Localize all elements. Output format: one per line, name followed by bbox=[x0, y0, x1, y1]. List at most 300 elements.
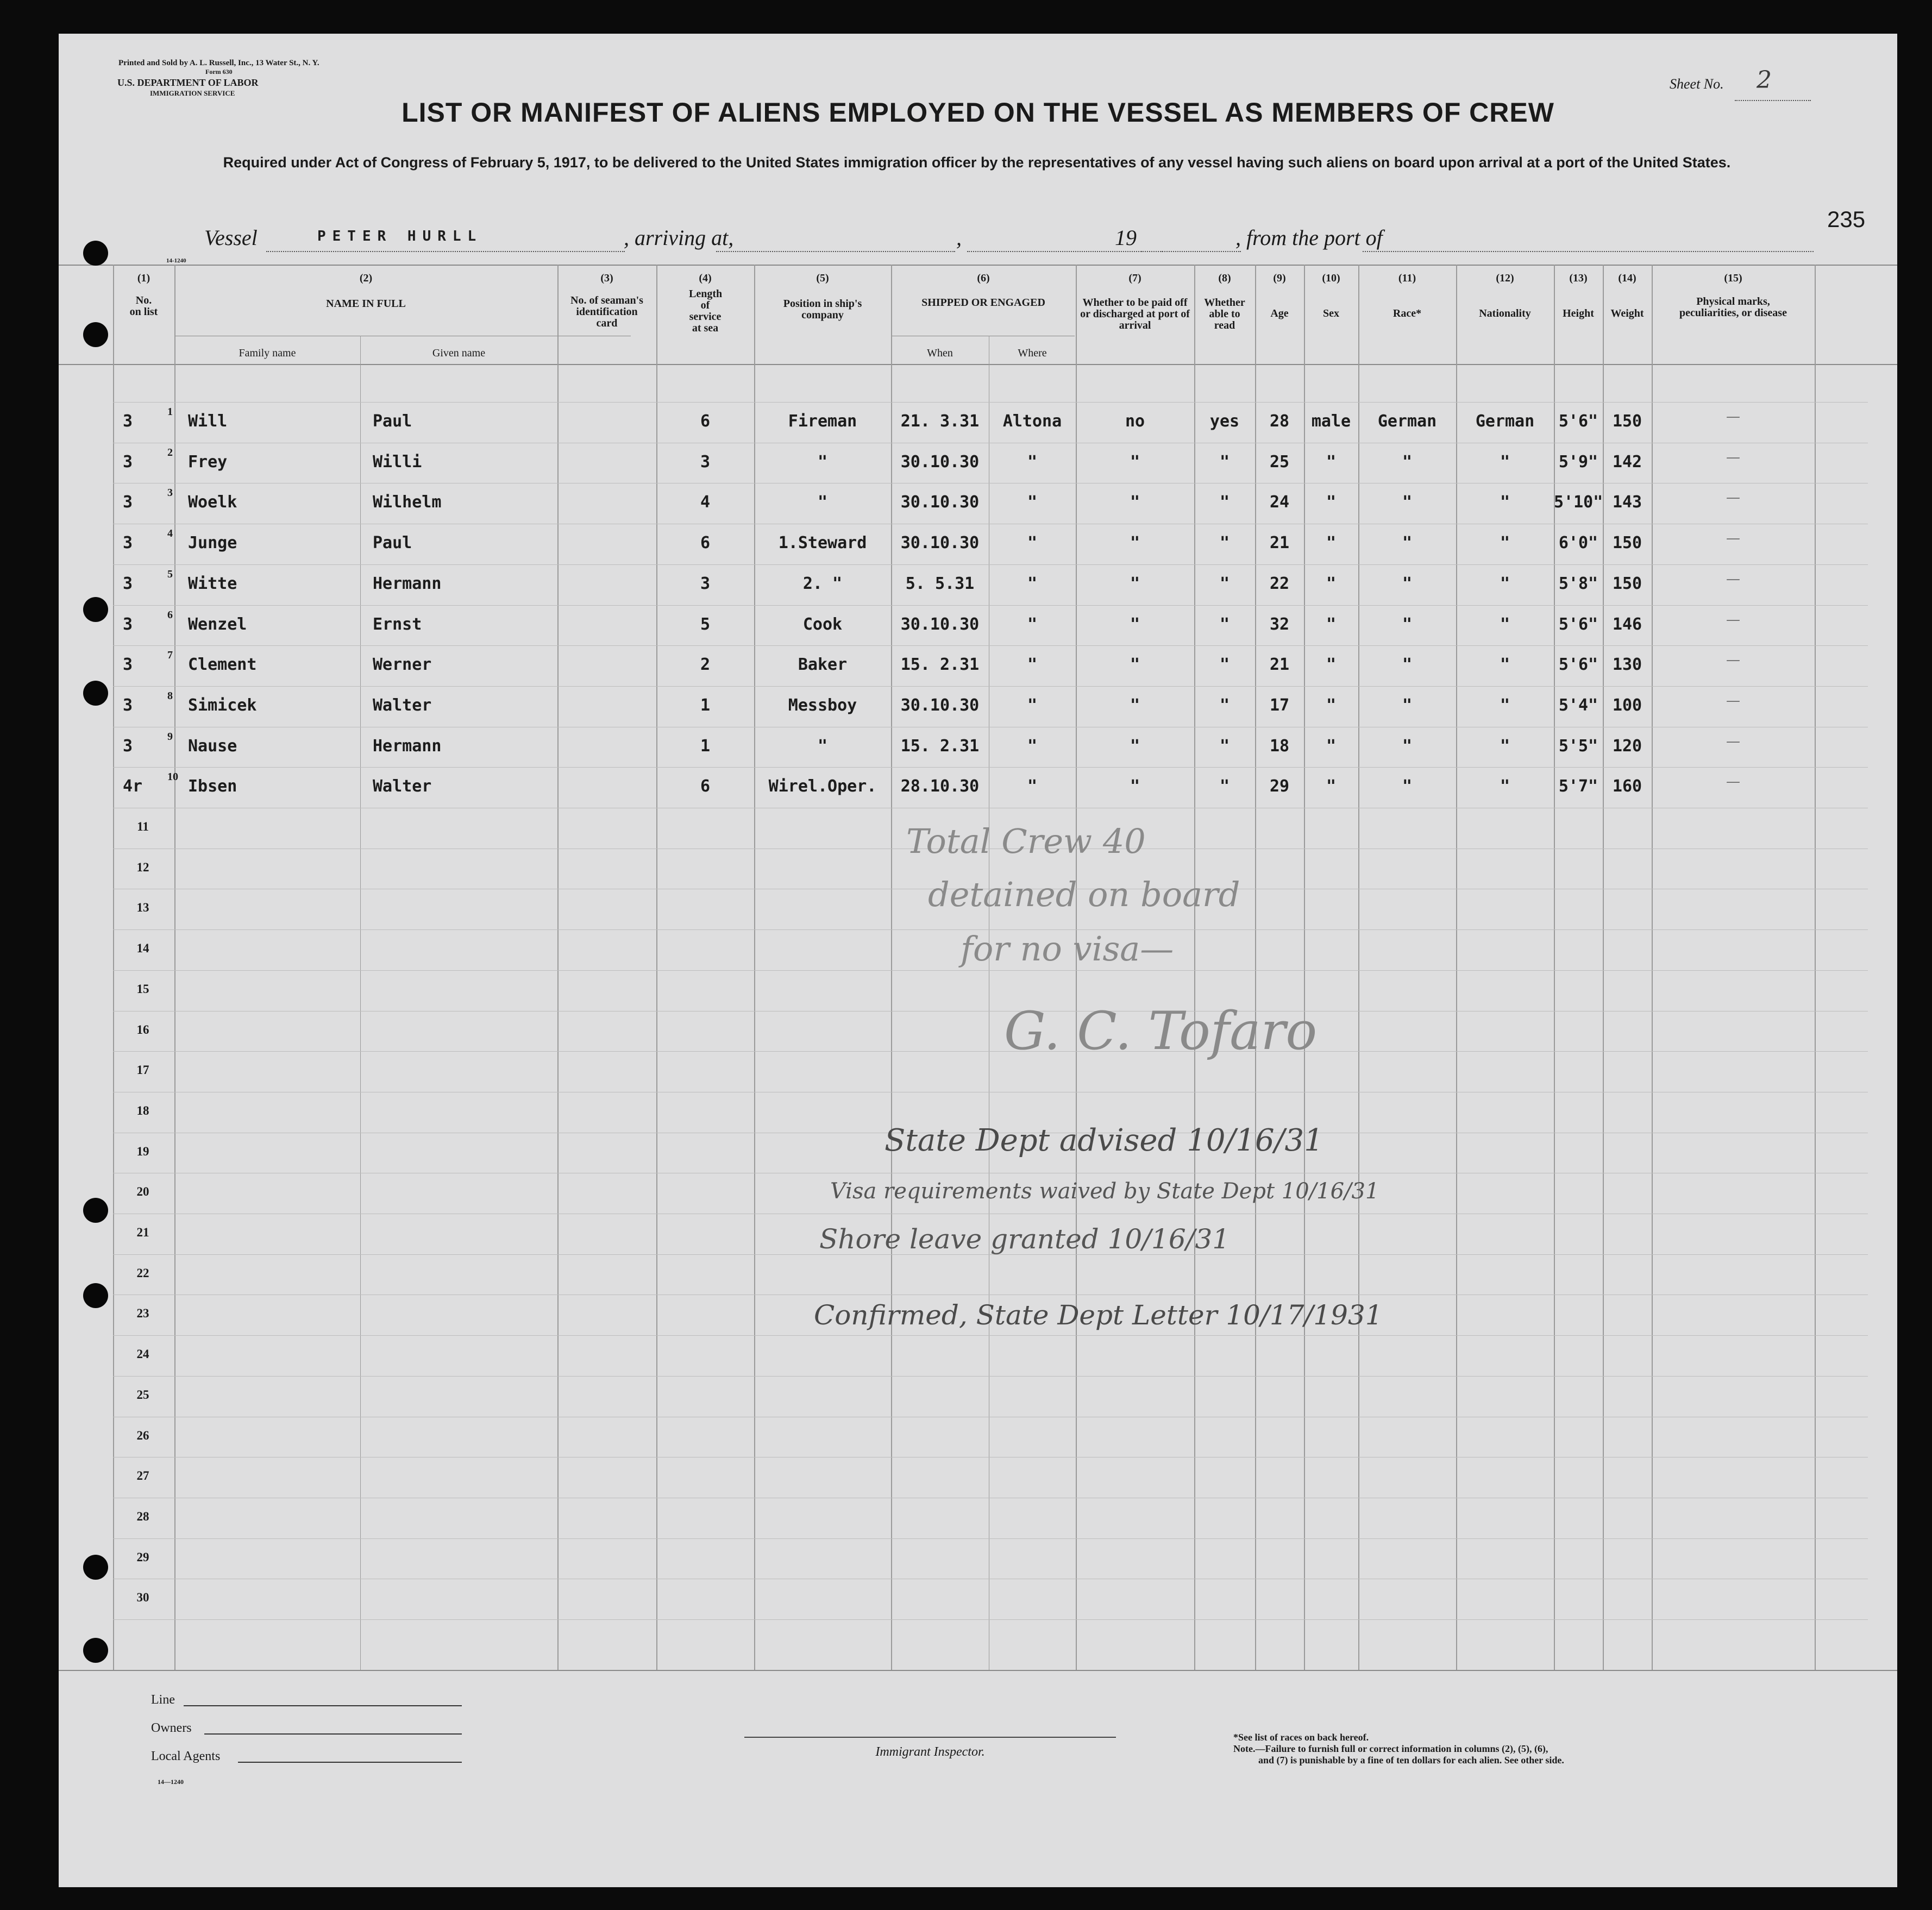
form-number: Form 630 bbox=[205, 68, 233, 76]
row-number: 17 bbox=[136, 1063, 149, 1077]
col-border bbox=[174, 265, 175, 1670]
position: " bbox=[817, 493, 828, 512]
row-number: 18 bbox=[136, 1103, 149, 1117]
sex: " bbox=[1326, 493, 1337, 512]
col-label: Weight bbox=[1610, 307, 1644, 319]
col-number: (15) bbox=[1724, 272, 1742, 284]
able-to-read: yes bbox=[1209, 412, 1240, 431]
height: 5'10" bbox=[1554, 493, 1603, 512]
family-name: Woelk bbox=[188, 493, 237, 512]
age: 24 bbox=[1269, 493, 1290, 512]
footer-owners-rule bbox=[204, 1733, 462, 1735]
sex: " bbox=[1326, 655, 1337, 675]
row-number: 21 bbox=[136, 1226, 149, 1239]
shipped-when: 15. 2.31 bbox=[900, 736, 980, 756]
list-prefix: 3 bbox=[123, 695, 133, 715]
family-name-header: Family name bbox=[239, 347, 296, 359]
physical-marks: — bbox=[1726, 409, 1740, 425]
shipped-where: " bbox=[1027, 695, 1038, 715]
height: 5'7" bbox=[1558, 777, 1598, 796]
row-number: 14 bbox=[136, 941, 149, 956]
weight: 160 bbox=[1612, 777, 1642, 796]
paid-off: " bbox=[1130, 614, 1140, 634]
row-rule bbox=[113, 564, 1868, 565]
age: 21 bbox=[1269, 533, 1290, 553]
given-name: Wilhelm bbox=[373, 493, 442, 512]
able-to-read: " bbox=[1219, 655, 1230, 675]
position: " bbox=[817, 452, 828, 472]
footer-line-label: Line bbox=[151, 1693, 175, 1707]
shipped-when: 30.10.30 bbox=[900, 614, 980, 634]
col6-header bbox=[891, 273, 1076, 309]
col-number: (12) bbox=[1496, 272, 1514, 284]
service-length: 5 bbox=[700, 614, 711, 634]
col-border bbox=[557, 265, 559, 1670]
nationality: " bbox=[1500, 614, 1510, 634]
sex: " bbox=[1326, 777, 1337, 796]
physical-marks: — bbox=[1726, 489, 1740, 506]
row-number: 19 bbox=[136, 1144, 149, 1158]
height: 5'6" bbox=[1558, 655, 1598, 675]
family-name: Frey bbox=[188, 452, 228, 472]
col4-header bbox=[656, 273, 754, 334]
list-number: 3 bbox=[167, 487, 173, 499]
shipped-when: 5. 5.31 bbox=[905, 574, 975, 593]
paid-off: " bbox=[1130, 736, 1140, 756]
col-border bbox=[1554, 265, 1555, 1670]
position: 2. " bbox=[802, 574, 843, 593]
row-rule bbox=[113, 686, 1868, 687]
nationality: " bbox=[1500, 574, 1510, 593]
col-label: Height bbox=[1563, 307, 1594, 319]
service-length: 3 bbox=[700, 452, 711, 472]
col-label: Length of service at sea bbox=[689, 288, 723, 334]
table-bottom-border bbox=[59, 1670, 1897, 1671]
row-number: 12 bbox=[136, 860, 149, 874]
table-top-border bbox=[59, 265, 1897, 266]
shipped-where: " bbox=[1027, 655, 1038, 675]
footer-agents-rule bbox=[238, 1762, 462, 1763]
nationality: " bbox=[1500, 777, 1510, 796]
col-label: Race* bbox=[1392, 307, 1422, 319]
sheet-number: 2 bbox=[1757, 66, 1772, 94]
penalty-note-line1: Note.—Failure to furnish full or correct information in columns (2), (5), (6), bbox=[1233, 1743, 1548, 1754]
note-detained: detained on board bbox=[928, 875, 1240, 914]
sheet-label: Sheet No. bbox=[1670, 76, 1724, 92]
inspector-signature: G. C. Tofaro bbox=[1004, 1001, 1318, 1061]
shipped-where: " bbox=[1027, 574, 1038, 593]
col3-header bbox=[557, 273, 656, 329]
row-number: 16 bbox=[136, 1022, 149, 1036]
race: " bbox=[1402, 574, 1413, 593]
position: Baker bbox=[798, 655, 848, 675]
row-number: 27 bbox=[136, 1469, 149, 1483]
inspector-signature-line bbox=[744, 1737, 1116, 1738]
col-label: No. of seaman's identification card bbox=[570, 294, 643, 329]
col-label: No. on list bbox=[129, 294, 158, 318]
stamp-number: 235 bbox=[1827, 206, 1866, 232]
col7-header bbox=[1076, 273, 1194, 331]
list-prefix: 3 bbox=[123, 736, 133, 756]
physical-marks: — bbox=[1726, 611, 1740, 628]
penalty-note-line2: and (7) is punishable by a fine of ten dollars for each alien. See other side. bbox=[1258, 1755, 1564, 1766]
service-length: 2 bbox=[700, 655, 711, 675]
col-border bbox=[1456, 265, 1457, 1670]
col-number: (6) bbox=[977, 272, 990, 284]
able-to-read: " bbox=[1219, 452, 1230, 472]
arriving-underline bbox=[716, 251, 955, 253]
col-number: (7) bbox=[1128, 272, 1141, 284]
list-number: 4 bbox=[167, 527, 173, 540]
col-label: Physical marks, peculiarities, or disease bbox=[1679, 296, 1787, 319]
paid-off: " bbox=[1130, 452, 1140, 472]
weight: 100 bbox=[1612, 695, 1642, 715]
where-header: Where bbox=[1018, 347, 1047, 359]
col-border bbox=[1304, 265, 1305, 1670]
position: 1.Steward bbox=[778, 533, 867, 553]
when-header: When bbox=[927, 347, 953, 359]
shipped-when: 15. 2.31 bbox=[900, 655, 980, 675]
col-number: (8) bbox=[1218, 272, 1231, 284]
physical-marks: — bbox=[1726, 449, 1740, 466]
height: 6'0" bbox=[1558, 533, 1598, 553]
form-code-bottom: 14—1240 bbox=[158, 1778, 184, 1786]
from-port-label: , from the port of bbox=[1235, 225, 1383, 250]
shipped-where: " bbox=[1027, 736, 1038, 756]
col15-header bbox=[1652, 273, 1815, 319]
binder-hole bbox=[83, 1555, 108, 1580]
dept-name: U.S. DEPARTMENT OF LABOR bbox=[117, 77, 259, 88]
race: " bbox=[1402, 452, 1413, 472]
list-prefix: 3 bbox=[123, 574, 133, 593]
weight: 142 bbox=[1612, 452, 1642, 472]
date-underline bbox=[967, 251, 1163, 253]
weight: 120 bbox=[1612, 736, 1642, 756]
col2-header bbox=[174, 273, 557, 310]
family-name: Wenzel bbox=[188, 614, 247, 634]
paid-off: " bbox=[1130, 493, 1140, 512]
height: 5'4" bbox=[1558, 695, 1598, 715]
col-label: Age bbox=[1270, 307, 1289, 319]
sex: " bbox=[1326, 614, 1337, 634]
col-number: (5) bbox=[816, 272, 829, 284]
year-prefix: 19 bbox=[1115, 225, 1137, 250]
age: 25 bbox=[1269, 452, 1290, 472]
col-number: (1) bbox=[137, 272, 150, 284]
height: 5'9" bbox=[1558, 452, 1598, 472]
able-to-read: " bbox=[1219, 736, 1230, 756]
col9-header bbox=[1255, 273, 1304, 319]
height: 5'8" bbox=[1558, 574, 1598, 593]
page-title: LIST OR MANIFEST OF ALIENS EMPLOYED ON THE VESSEL AS MEMBERS OF CREW bbox=[402, 97, 1554, 128]
age: 22 bbox=[1269, 574, 1290, 593]
col-border bbox=[754, 265, 755, 1670]
list-prefix: 3 bbox=[123, 655, 133, 675]
paid-off: " bbox=[1130, 574, 1140, 593]
col-number: (9) bbox=[1273, 272, 1286, 284]
race: " bbox=[1402, 493, 1413, 512]
col8-header bbox=[1194, 273, 1255, 331]
physical-marks: — bbox=[1726, 774, 1740, 790]
inspector-label: Immigrant Inspector. bbox=[875, 1745, 985, 1759]
list-prefix: 4r bbox=[123, 777, 143, 796]
service-length: 6 bbox=[700, 533, 711, 553]
col-border bbox=[1255, 265, 1256, 1670]
col-border bbox=[1358, 265, 1359, 1670]
list-prefix: 3 bbox=[123, 452, 133, 472]
footer-note bbox=[1233, 1732, 1564, 1766]
col-border bbox=[1603, 265, 1604, 1670]
row-rule bbox=[113, 1335, 1868, 1336]
shipped-when: 30.10.30 bbox=[900, 452, 980, 472]
family-name: Witte bbox=[188, 574, 237, 593]
col-label: NAME IN FULL bbox=[326, 298, 406, 310]
shipped-when: 28.10.30 bbox=[900, 777, 980, 796]
position: Wirel.Oper. bbox=[768, 777, 877, 796]
family-name: Nause bbox=[188, 736, 237, 756]
row-number: 30 bbox=[136, 1591, 149, 1605]
row-rule bbox=[113, 402, 1868, 403]
race: " bbox=[1402, 614, 1413, 634]
printer-imprint: Printed and Sold by A. L. Russell, Inc., 13 Water St., N. Y. bbox=[118, 59, 319, 67]
race: German bbox=[1377, 412, 1437, 431]
position: Cook bbox=[802, 614, 843, 634]
row-rule bbox=[113, 1376, 1868, 1377]
family-name: Clement bbox=[188, 655, 257, 675]
col-number: (4) bbox=[699, 272, 712, 284]
list-prefix: 3 bbox=[123, 614, 133, 634]
list-number: 2 bbox=[167, 446, 173, 458]
col-border bbox=[113, 265, 114, 1670]
binder-hole bbox=[83, 241, 108, 266]
given-name: Paul bbox=[373, 533, 412, 553]
row-rule bbox=[113, 1538, 1868, 1539]
physical-marks: — bbox=[1726, 652, 1740, 669]
nationality: " bbox=[1500, 695, 1510, 715]
shipped-where: " bbox=[1027, 493, 1038, 512]
family-name: Ibsen bbox=[188, 777, 237, 796]
list-number: 8 bbox=[167, 689, 173, 702]
list-prefix: 3 bbox=[123, 412, 133, 431]
physical-marks: — bbox=[1726, 530, 1740, 547]
service-length: 1 bbox=[700, 695, 711, 715]
shipped-when: 21. 3.31 bbox=[900, 412, 980, 431]
race-note: *See list of races on back hereof. bbox=[1233, 1732, 1369, 1743]
col-number: (2) bbox=[359, 272, 373, 284]
weight: 150 bbox=[1612, 412, 1642, 431]
col14-header bbox=[1603, 273, 1652, 319]
physical-marks: — bbox=[1726, 692, 1740, 709]
weight: 150 bbox=[1612, 574, 1642, 593]
shipped-where: Altona bbox=[1002, 412, 1062, 431]
col5-header bbox=[754, 273, 891, 321]
col-label: Whether able to read bbox=[1204, 297, 1245, 331]
col-label: Nationality bbox=[1479, 307, 1531, 319]
race: " bbox=[1402, 695, 1413, 715]
service-length: 3 bbox=[700, 574, 711, 593]
list-number: 1 bbox=[167, 406, 173, 418]
given-name: Werner bbox=[373, 655, 432, 675]
col-border bbox=[656, 265, 657, 1670]
physical-marks: — bbox=[1726, 570, 1740, 587]
physical-marks: — bbox=[1726, 733, 1740, 750]
sex: " bbox=[1326, 452, 1337, 472]
age: 29 bbox=[1269, 777, 1290, 796]
header-bottom-border bbox=[59, 364, 1897, 365]
sex: " bbox=[1326, 695, 1337, 715]
footer-owners-label: Owners bbox=[151, 1721, 192, 1735]
col-number: (13) bbox=[1569, 272, 1588, 284]
col12-header bbox=[1456, 273, 1554, 319]
paid-off: no bbox=[1125, 412, 1145, 431]
given-name: Hermann bbox=[373, 736, 442, 756]
row-rule bbox=[113, 970, 1868, 971]
race: " bbox=[1402, 655, 1413, 675]
service-length: 1 bbox=[700, 736, 711, 756]
col-border bbox=[891, 265, 892, 1670]
row-rule bbox=[113, 767, 1868, 768]
given-name: Hermann bbox=[373, 574, 442, 593]
weight: 150 bbox=[1612, 533, 1642, 553]
given-name: Walter bbox=[373, 695, 432, 715]
vessel-name: PETER HURLL bbox=[317, 228, 483, 244]
port-underline bbox=[1363, 251, 1814, 253]
shipped-when: 30.10.30 bbox=[900, 533, 980, 553]
paid-off: " bbox=[1130, 777, 1140, 796]
row-number: 26 bbox=[136, 1428, 149, 1442]
row-rule bbox=[113, 1619, 1868, 1620]
form-code-top: 14-1240 bbox=[166, 257, 186, 264]
binder-hole bbox=[83, 322, 108, 347]
paid-off: " bbox=[1130, 533, 1140, 553]
col11-header bbox=[1358, 273, 1456, 319]
col-label: SHIPPED OR ENGAGED bbox=[921, 297, 1045, 309]
list-number: 7 bbox=[167, 649, 173, 662]
race: " bbox=[1402, 533, 1413, 553]
binder-hole bbox=[83, 1638, 108, 1663]
able-to-read: " bbox=[1219, 533, 1230, 553]
age: 21 bbox=[1269, 655, 1290, 675]
note-visa-waived: Visa requirements waived by State Dept 10/16/31 bbox=[830, 1179, 1379, 1204]
given-name-header: Given name bbox=[432, 347, 486, 359]
row-number: 23 bbox=[136, 1306, 149, 1321]
race: " bbox=[1402, 777, 1413, 796]
shipped-where: " bbox=[1027, 533, 1038, 553]
position: Fireman bbox=[788, 412, 857, 431]
position: Messboy bbox=[788, 695, 857, 715]
note-no-visa: for no visa— bbox=[961, 929, 1174, 969]
nationality: " bbox=[1500, 655, 1510, 675]
list-prefix: 3 bbox=[123, 493, 133, 512]
footer-agents-label: Local Agents bbox=[151, 1749, 221, 1763]
family-name: Junge bbox=[188, 533, 237, 553]
able-to-read: " bbox=[1219, 777, 1230, 796]
col-number: (11) bbox=[1398, 272, 1416, 284]
binder-hole bbox=[83, 681, 108, 706]
nationality: " bbox=[1500, 533, 1510, 553]
col-number: (14) bbox=[1618, 272, 1636, 284]
col-label: Whether to be paid off or discharged at port of arrival bbox=[1080, 297, 1190, 331]
shipped-when: 30.10.30 bbox=[900, 493, 980, 512]
nationality: " bbox=[1500, 452, 1510, 472]
position: " bbox=[817, 736, 828, 756]
row-number: 29 bbox=[136, 1550, 149, 1564]
row-rule bbox=[113, 605, 1868, 606]
shipped-when: 30.10.30 bbox=[900, 695, 980, 715]
row-number: 11 bbox=[137, 820, 149, 833]
paid-off: " bbox=[1130, 655, 1140, 675]
age: 18 bbox=[1269, 736, 1290, 756]
family-name: Will bbox=[188, 412, 228, 431]
row-rule bbox=[113, 645, 1868, 646]
row-number: 24 bbox=[136, 1347, 149, 1361]
sex: male bbox=[1311, 412, 1351, 431]
row-number: 28 bbox=[136, 1509, 149, 1523]
given-name: Willi bbox=[373, 452, 422, 472]
col-label: Sex bbox=[1323, 307, 1339, 319]
binder-hole bbox=[83, 597, 108, 622]
row-number: 20 bbox=[136, 1185, 149, 1199]
col-border bbox=[360, 336, 361, 1670]
arriving-label: , arriving at, bbox=[624, 225, 734, 250]
col-number: (3) bbox=[600, 272, 613, 284]
year-underline bbox=[1141, 251, 1241, 253]
list-number: 5 bbox=[167, 568, 173, 580]
weight: 143 bbox=[1612, 493, 1642, 512]
manifest-sheet bbox=[59, 34, 1897, 1887]
nationality: German bbox=[1475, 412, 1535, 431]
row-number: 22 bbox=[136, 1266, 149, 1280]
service-name: IMMIGRATION SERVICE bbox=[150, 89, 235, 97]
col-border bbox=[1815, 265, 1816, 1670]
note-state-dept: State Dept advised 10/16/31 bbox=[885, 1123, 1323, 1158]
age: 17 bbox=[1269, 695, 1290, 715]
able-to-read: " bbox=[1219, 493, 1230, 512]
given-name: Paul bbox=[373, 412, 412, 431]
paid-off: " bbox=[1130, 695, 1140, 715]
sex: " bbox=[1326, 533, 1337, 553]
sex: " bbox=[1326, 736, 1337, 756]
weight: 130 bbox=[1612, 655, 1642, 675]
weight: 146 bbox=[1612, 614, 1642, 634]
col-number: (10) bbox=[1322, 272, 1340, 284]
race: " bbox=[1402, 736, 1413, 756]
age: 32 bbox=[1269, 614, 1290, 634]
row-number: 15 bbox=[136, 982, 149, 996]
able-to-read: " bbox=[1219, 574, 1230, 593]
nationality: " bbox=[1500, 736, 1510, 756]
given-name: Ernst bbox=[373, 614, 422, 634]
able-to-read: " bbox=[1219, 695, 1230, 715]
footer-line-rule bbox=[184, 1705, 462, 1706]
col-label: Position in ship's company bbox=[783, 298, 862, 321]
sex: " bbox=[1326, 574, 1337, 593]
service-length: 4 bbox=[700, 493, 711, 512]
col10-header bbox=[1304, 273, 1358, 319]
note-shore-leave: Shore leave granted 10/16/31 bbox=[819, 1223, 1230, 1255]
shipped-where: " bbox=[1027, 777, 1038, 796]
list-prefix: 3 bbox=[123, 533, 133, 553]
age: 28 bbox=[1269, 412, 1290, 431]
col-border bbox=[1194, 265, 1195, 1670]
col-border bbox=[1652, 265, 1653, 1670]
vessel-underline bbox=[266, 251, 625, 253]
page-subtitle: Required under Act of Congress of February 5, 1917, to be delivered to the United States immigration officer by the representatives of any vessel having such aliens on board upon arrival at a port of the United States. bbox=[223, 154, 1731, 171]
service-length: 6 bbox=[700, 412, 711, 431]
list-number: 10 bbox=[167, 771, 178, 783]
height: 5'6" bbox=[1558, 614, 1598, 634]
row-rule bbox=[113, 1051, 1868, 1052]
